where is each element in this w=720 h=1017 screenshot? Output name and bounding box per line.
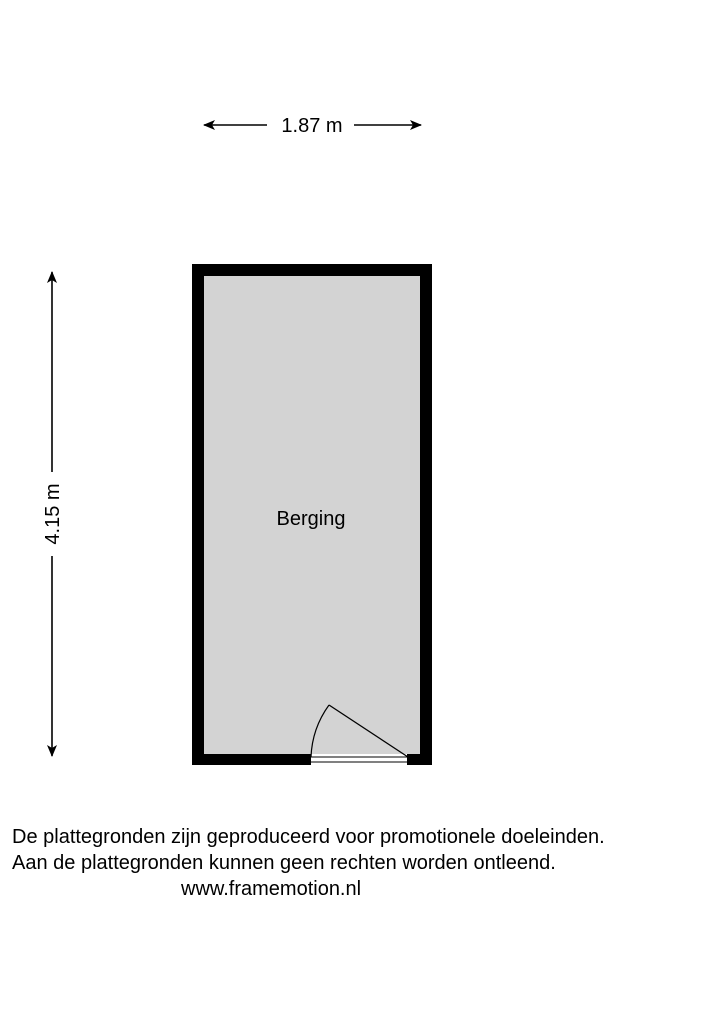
width-dimension-label: 1.87 m bbox=[281, 115, 343, 137]
height-dimension bbox=[42, 272, 64, 756]
door-jamb-right bbox=[407, 754, 420, 765]
disclaimer-line-2: Aan de plattegronden kunnen geen rechten worden ontleend. bbox=[12, 852, 556, 874]
width-dimension bbox=[204, 115, 421, 137]
height-dimension-label: 4.15 m bbox=[42, 483, 64, 545]
room-label: Berging bbox=[276, 508, 346, 530]
disclaimer bbox=[12, 824, 718, 902]
room-berging bbox=[192, 264, 432, 765]
door-opening bbox=[303, 754, 420, 765]
website-link[interactable]: www.framemotion.nl bbox=[181, 878, 362, 900]
door-jamb-left bbox=[303, 754, 311, 765]
disclaimer-line-1: De plattegronden zijn geproduceerd voor promotionele doeleinden. bbox=[12, 826, 605, 848]
